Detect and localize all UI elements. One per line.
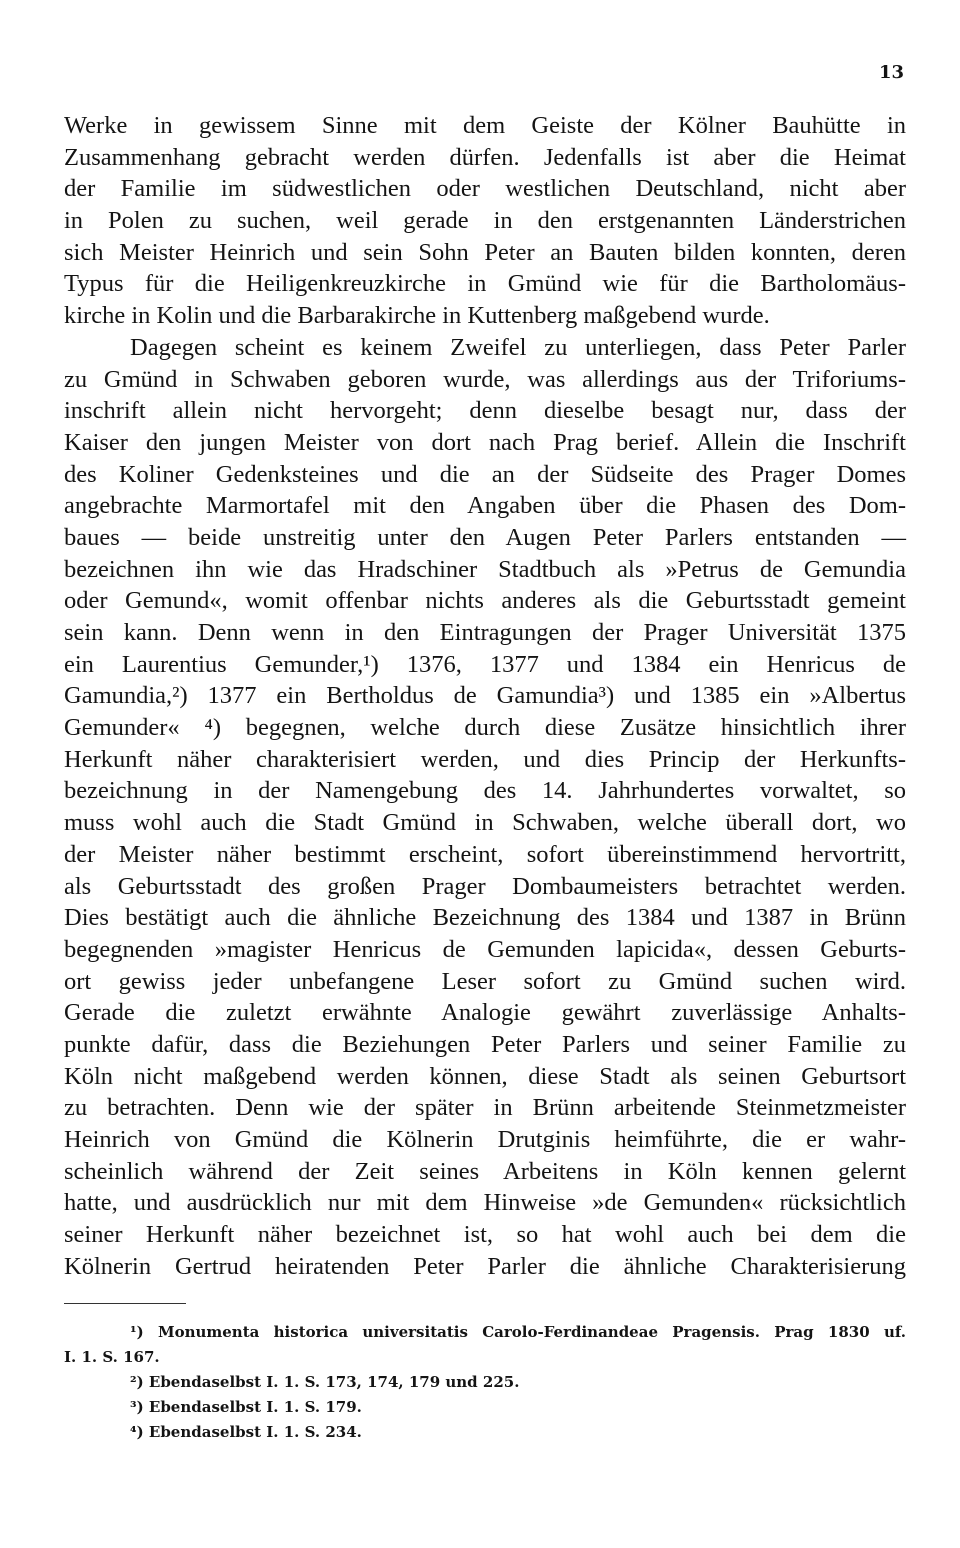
footnote-continuation: I. 1. S. 167.: [64, 1348, 160, 1366]
text-line: Gamundia,²) 1377 ein Bertholdus de Gamundia³) und 1385 ein »Albertus: [64, 682, 906, 710]
text-line: inschrift allein nicht hervorgeht; denn dieselbe besagt nur, dass der: [64, 397, 906, 425]
footnotes: [64, 1320, 906, 1445]
text-line: zu betrachten. Denn wie der später in Brünn arbeitende Steinmetzmeister: [64, 1094, 906, 1122]
text-line: sein kann. Denn wenn in den Eintragungen der Prager Universität 1375: [64, 619, 906, 646]
text-line: der Meister näher bestimmt erscheint, sofort übereinstimmend hervortritt,: [64, 840, 906, 868]
footnote-separator: [64, 1303, 186, 1304]
text-line: Dagegen scheint es keinem Zweifel zu unterliegen, dass Peter Parler: [130, 333, 906, 361]
text-line: bezeichnen ihn wie das Hradschiner Stadtbuch als »Petrus de Gemundia: [64, 555, 906, 583]
text-line: Heinrich von Gmünd die Kölnerin Drutginis heimführte, die er wahr-: [64, 1126, 906, 1153]
text-line: scheinlich während der Zeit seines Arbeitens in Köln kennen gelernt: [64, 1157, 906, 1185]
footnote: ³) Ebendaselbst I. 1. S. 179.: [130, 1398, 362, 1416]
text-line: Köln nicht maßgebend werden können, diese Stadt als seinen Geburtsort: [64, 1062, 906, 1090]
text-line: Herkunft näher charakterisiert werden, und dies Princip der Herkunfts-: [64, 745, 906, 773]
page-number: 13: [878, 62, 904, 83]
text-line: zu Gmünd in Schwaben geboren wurde, was allerdings aus der Triforiums-: [64, 365, 906, 393]
text-line: als Geburtsstadt des großen Prager Dombaumeisters betrachtet werden.: [64, 872, 906, 900]
text-line: der Familie im südwestlichen oder westlichen Deutschland, nicht aber: [64, 175, 906, 203]
text-line: Werke in gewissem Sinne mit dem Geiste der Kölner Bauhütte in: [64, 112, 906, 139]
text-line: Kaiser den jungen Meister von dort nach Prag berief. Allein die Inschrift: [64, 428, 906, 456]
text-line: ein Laurentius Gemunder,¹) 1376, 1377 und 1384 ein Henricus de: [64, 650, 906, 678]
text-line: kirche in Kolin und die Barbarakirche in Kuttenberg maßgebend wurde.: [64, 302, 770, 330]
text-line: Typus für die Heiligenkreuzkirche in Gmünd wie für die Bartholomäus-: [64, 270, 906, 298]
text-line: Kölnerin Gertrud heiratenden Peter Parler die ähnliche Charakterisierung: [64, 1252, 906, 1280]
text-line: bezeichnung in der Namengebung des 14. Jahrhundertes vorwaltet, so: [64, 777, 906, 805]
text-line: angebrachte Marmortafel mit den Angaben über die Phasen des Dom-: [64, 492, 906, 520]
text-line: Dies bestätigt auch die ähnliche Bezeichnung des 1384 und 1387 in Brünn: [64, 904, 906, 932]
text-line: begegnenden »magister Henricus de Gemunden lapicida«, dessen Geburts-: [64, 935, 906, 963]
footnote: ⁴) Ebendaselbst I. 1. S. 234.: [130, 1423, 362, 1441]
text-line: oder Gemund«, womit offenbar nichts anderes als die Geburtsstadt gemeint: [64, 587, 906, 615]
text-line: hatte, und ausdrücklich nur mit dem Hinweise »de Gemunden« rücksichtlich: [64, 1189, 906, 1217]
footnote: ²) Ebendaselbst I. 1. S. 173, 174, 179 und 225.: [130, 1373, 520, 1391]
text-line: muss wohl auch die Stadt Gmünd in Schwaben, welche überall dort, wo: [64, 809, 906, 837]
text-line: Gerade die zuletzt erwähnte Analogie gewährt zuverlässige Anhalts-: [64, 999, 906, 1027]
text-line: punkte dafür, dass die Beziehungen Peter Parlers und seiner Familie zu: [64, 1030, 906, 1058]
text-line: des Koliner Gedenksteines und die an der Südseite des Prager Domes: [64, 460, 906, 488]
text-line: ort gewiss jeder unbefangene Leser sofort zu Gmünd suchen wird.: [64, 967, 906, 995]
footnote: ¹) Monumenta historica universitatis Carolo-Ferdinandeae Pragensis. Prag 1830 uf.: [130, 1323, 906, 1341]
text-line: sich Meister Heinrich und sein Sohn Peter an Bauten bilden konnten, deren: [64, 238, 906, 266]
body-text: [64, 110, 906, 1282]
text-line: in Polen zu suchen, weil gerade in den erstgenannten Länderstrichen: [64, 207, 906, 235]
text-line: Zusammenhang gebracht werden dürfen. Jedenfalls ist aber die Heimat: [64, 143, 906, 171]
text-line: Gemunder« ⁴) begegnen, welche durch diese Zusätze hinsichtlich ihrer: [64, 714, 906, 742]
text-line: baues — beide unstreitig unter den Augen Peter Parlers entstanden —: [64, 523, 906, 551]
text-line: seiner Herkunft näher bezeichnet ist, so hat wohl auch bei dem die: [64, 1221, 906, 1249]
